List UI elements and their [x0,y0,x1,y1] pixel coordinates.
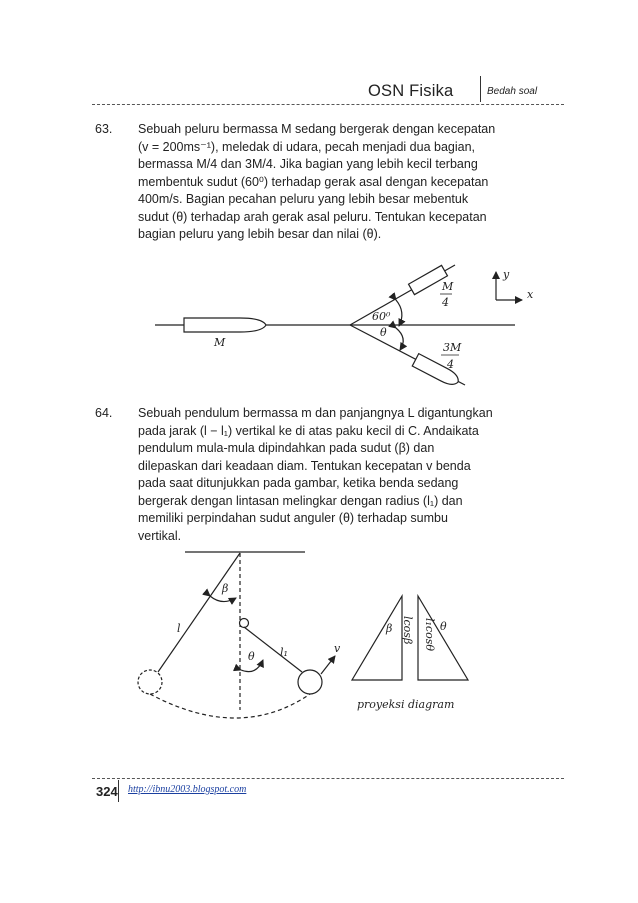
problem-line: (v = 200ms⁻¹), meledak di udara, pecah menjadi dua bagian, [138,139,475,154]
footer-rule [92,778,564,779]
bullet-body [184,318,266,332]
explosion-diagram [155,265,522,388]
problem-line: bagian peluru yang lebih besar dan nilai (θ). [138,227,382,241]
theta-label-pendulum: θ [248,650,255,663]
footer-url-link[interactable]: http://ibnu2003.blogspot.com [128,784,247,795]
projection-triangle-beta [352,596,402,680]
problem-line: 400m/s. Bagian pecahan peluru yang lebih besar mebentuk [138,192,469,206]
pendulum-diagram [138,552,468,718]
problem-line: bergerak dengan lintasan melingkar dengan radius (l₁) dan [138,493,463,508]
explosion-labels [213,268,534,371]
beta-arc [210,596,236,602]
problem-line: membentuk sudut (60⁰) terhadap gerak asal dengan kecepatan [138,174,489,189]
theta-label: θ [380,326,387,339]
angle-60-arc [396,300,402,326]
tri2-angle-label: θ [440,620,447,633]
problem-number: 63. [95,122,113,136]
peg-c [240,619,249,628]
problem-line: sudut (θ) terhadap arah gerak asal peluru. Tentukan kecepatan [138,209,487,224]
l1-label: l₁ [280,646,288,659]
tri2-side-label: l₁cosθ [423,618,436,651]
problem-line: bermassa M/4 dan 3M/4. Jika bagian yang lebih kecil terbang [138,157,478,171]
x-axis-label: x [527,288,534,301]
tri1-angle-label: β [386,622,393,635]
small-mass-num: M [442,280,454,293]
swing-path [150,694,310,718]
projection-caption: proyeksi diagram [357,698,455,711]
problem-line: Sebuah pendulum bermassa m dan panjangnya L digantungkan [138,406,493,420]
small-mass-den: 4 [442,296,449,309]
problem-number: 64. [95,406,113,420]
large-mass-num: 3M [443,341,462,354]
header-subtitle: Bedah soal [487,86,538,97]
bob-current [298,670,322,694]
mass-label: M [214,336,226,349]
header-title: OSN Fisika [368,82,454,100]
footer-divider [118,780,119,802]
large-mass-den: 4 [447,358,454,371]
beta-label: β [222,582,229,595]
problem-line: vertikal. [138,528,182,543]
problem-line: dilepaskan dari keadaan diam. Tentukan kecepatan v benda [138,458,471,473]
l-label: l [177,622,181,635]
y-axis-label: y [503,268,510,281]
problem-line: pada saat ditunjukkan pada gambar, ketika benda sedang [138,476,459,490]
problem-line: pada jarak (l − l₁) vertikal ke di atas paku kecil di C. Andaikata [138,423,479,438]
bob-initial [138,670,162,694]
v-label: v [334,642,341,655]
page-number: 324 [96,784,118,799]
angle-60-label: 60⁰ [372,310,391,323]
theta-arc [396,328,403,350]
velocity-arrow [321,656,335,674]
pendulum-string-initial [158,553,240,672]
problem-line: memiliki perpindahan sudut anguler (θ) terhadap sumbu [138,511,448,525]
problem-line: pendulum mula-mula dipindahkan pada sudut (β) dan [138,441,435,455]
tri1-side-label: lcosβ [401,616,414,645]
problem-line: Sebuah peluru bermassa M sedang bergerak dengan kecepatan [138,122,496,136]
